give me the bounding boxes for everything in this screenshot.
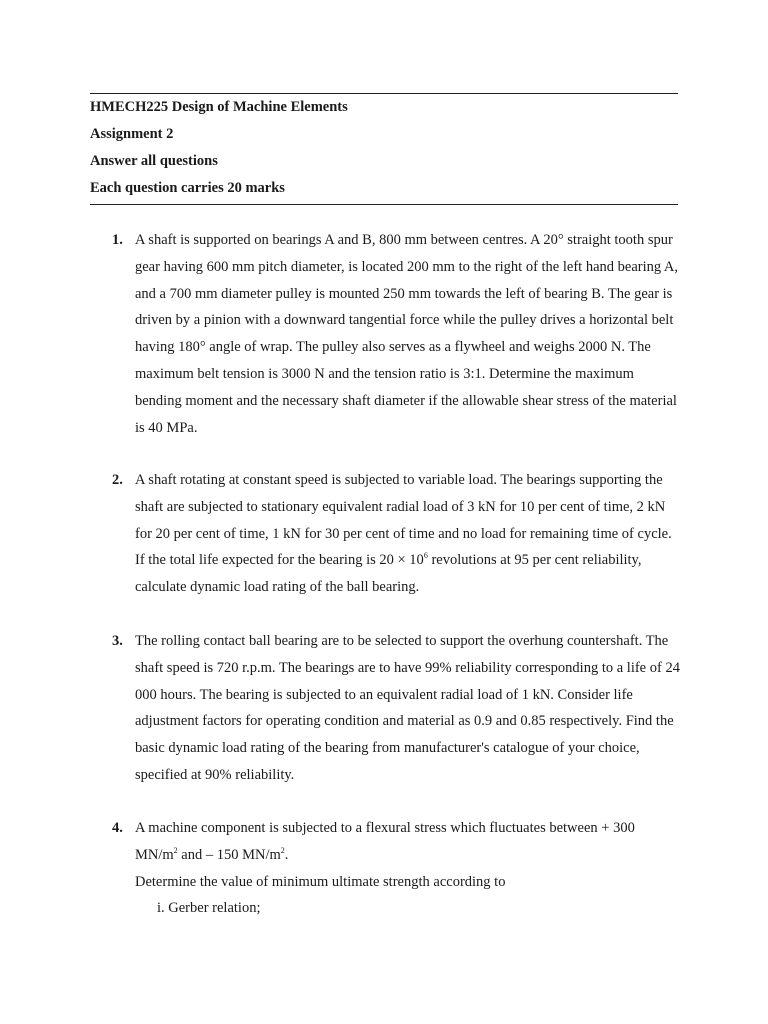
- question-text-part: revolutions at 95 per cent reliability, calculate dynamic load rating of the ball bearing.: [135, 552, 642, 596]
- question-line: Determine the value of minimum ultimate strength according to: [135, 873, 506, 890]
- question-number: 2.: [112, 472, 123, 488]
- question-3: [112, 628, 682, 789]
- question-number: 4.: [112, 820, 123, 836]
- question-4: [112, 815, 682, 922]
- question-2: [112, 467, 682, 601]
- question-line: [135, 842, 682, 869]
- question-number: 3.: [112, 633, 123, 649]
- question-1: [112, 227, 682, 441]
- question-text: A shaft is supported on bearings A and B, 800 mm between centres. A 20° straight tooth spur gear having 600 mm pitch diameter, is located 200 mm to the right of the left hand bearing A, and a 700 mm diameter pulley is mounted 250 mm towards the left of bearing B. The gear is driven by a pinion with a downward tangential force while the pulley drives a horizontal belt having 180° angle of wrap. The pulley also serves as a flywheel and weighs 2000 N. The maximum belt tension is 3000 N and the tension ratio is 3:1. Determine the maximum bending moment and the necessary shaft diameter if the allowable shear stress of the material is 40 MPa.: [135, 232, 679, 436]
- marks-text: Each question carries 20 marks: [90, 180, 285, 196]
- exponent: 6: [423, 551, 428, 561]
- exponent: 2: [173, 845, 178, 855]
- header-bottom-rule: [90, 204, 678, 205]
- question-number: 1.: [112, 232, 123, 248]
- question-text: [135, 467, 682, 601]
- assignment-header: [90, 94, 678, 202]
- instruction-text: Answer all questions: [90, 153, 218, 169]
- question-text: [135, 815, 682, 895]
- assignment-title: Assignment 2: [90, 126, 174, 142]
- exponent: 2: [280, 845, 285, 855]
- question-text: The rolling contact ball bearing are to be selected to support the overhung countershaft. The shaft speed is 720 r.p.m. The bearings are to have 99% reliability corresponding to a life of 24 000 hours. The bearing is subjected to an equivalent radial load of 1 kN. Consider life adjustment factors for operating condition and material as 0.9 and 0.85 respectively. Find the basic dynamic load rating of the bearing from manufacturer's catalogue of your choice, specified at 90% reliability.: [135, 633, 680, 783]
- unit-text: MN/m: [135, 846, 174, 863]
- question-line: A machine component is subjected to a flexural stress which fluctuates between + 300: [135, 820, 635, 836]
- course-title: HMECH225 Design of Machine Elements: [90, 99, 348, 115]
- punctuation: .: [284, 846, 289, 863]
- question-text-part: A shaft rotating at constant speed is subjected to variable load. The bearings supporting the shaft are subjected to stationary equivalent radial load of 3 kN for 10 per cent of time, 2 kN for 20 per cent of time, 1 kN for 30 per cent of time and no load for remaining time of cycle. If the total life expected for the bearing is 20 × 10: [135, 472, 672, 569]
- unit-text: and – 150 MN/m: [177, 846, 281, 863]
- sub-item-i: i. Gerber relation;: [157, 900, 261, 917]
